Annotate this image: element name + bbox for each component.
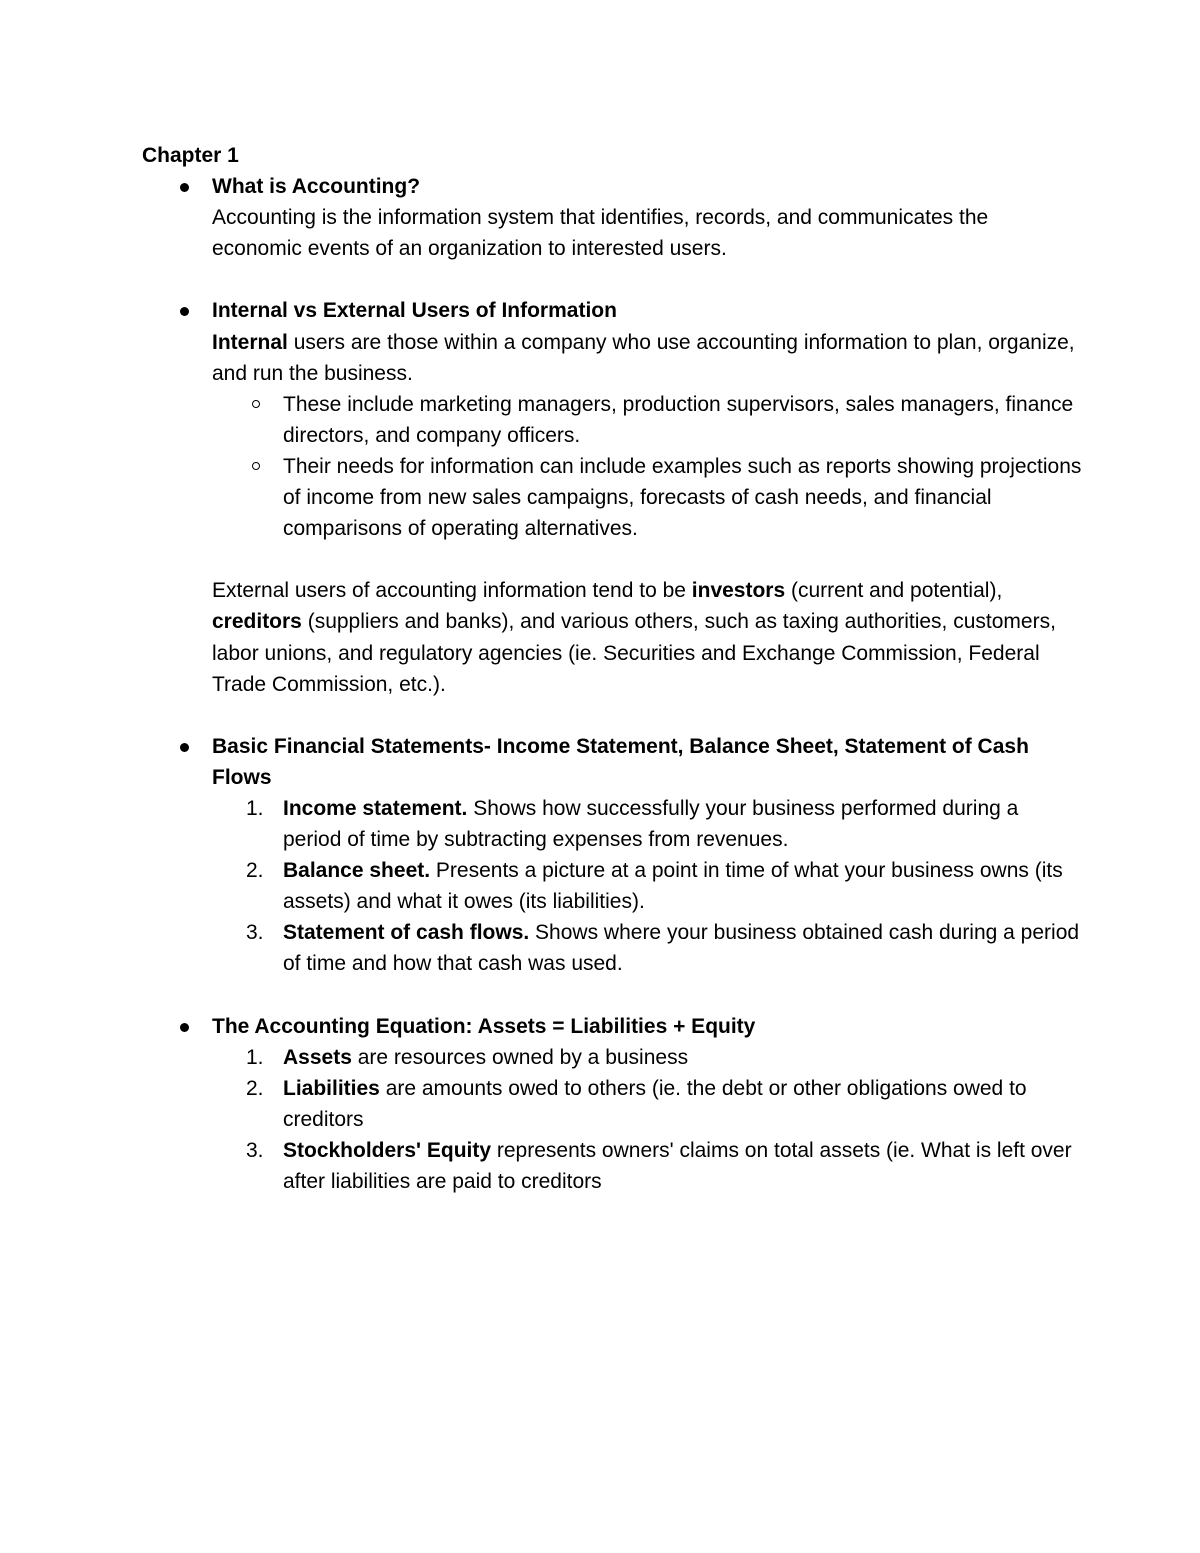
item-text: are amounts owed to others (ie. the debt or other obligations owed to creditors [283,1076,1027,1131]
hollow-bullet-icon [252,400,260,408]
item-number: 3. [246,1139,264,1162]
item-term: Assets [283,1045,352,1069]
sub-list-item [212,389,1082,451]
item-text: Shows where your business obtained cash during a period of time and how that cash was used. [283,921,1080,976]
internal-label: Internal [212,330,288,354]
item-term: Stockholders' Equity [283,1139,492,1162]
creditors-term: creditors [212,610,302,634]
item-term: Statement of cash flows. [283,921,530,945]
item-text: Presents a picture at a point in time of what your business owns (its assets) and what it owes (its liabilities). [283,859,1063,914]
item-text: are resources owned by a business [351,1045,689,1069]
external-text: (suppliers and banks), and various others, such as taxing authorities, customers, labor unions, and regulatory agencies (ie. Securities and Exchange Commission, Federal Trade Commission, etc.). [212,610,1056,696]
external-text: External users of accounting information tend to be [212,579,692,603]
item-number: 3. [246,921,264,945]
page-title: Chapter 1 [142,144,239,167]
numbered-item [212,1073,1082,1135]
numbered-item [212,917,1082,979]
numbered-item [212,1042,1082,1073]
numbered-item [212,1135,1082,1197]
item-term: Balance sheet. [283,859,431,883]
section-text: Accounting is the information system that identifies, records, and communicates the economic events of an organization to interested users. [212,206,989,261]
investors-term: investors [691,579,786,603]
sub-list-item [212,451,1082,544]
section-financial-statements [142,731,1082,980]
sub-item-text: These include marketing managers, production supervisors, sales managers, finance directors, and company officers. [283,392,1074,447]
numbered-item [212,855,1082,917]
section-accounting-equation [142,1011,1082,1198]
internal-users-paragraph [212,327,1082,389]
item-term: Liabilities [283,1076,380,1100]
section-what-is-accounting [142,171,1082,264]
internal-text: users are those within a company who use accounting information to plan, organize, and run the business. [212,330,1075,385]
item-text: Shows how successfully your business performed during a period of time by subtracting expenses from revenues. [283,796,1019,852]
section-heading: Internal vs External Users of Information [212,299,617,323]
external-users-paragraph [212,575,1082,699]
section-users-of-information [142,295,1082,699]
bullet-icon [180,307,189,316]
external-text: (current and potential), [785,579,1003,603]
numbered-item [212,793,1082,855]
sub-item-text: Their needs for information can include examples such as reports showing projections of income from new sales campaigns, forecasts of cash needs, and financial comparisons of operating alternatives. [283,454,1082,541]
item-number: 2. [246,859,264,883]
bullet-icon [180,1023,189,1032]
bullet-icon [180,183,189,192]
section-heading: What is Accounting? [212,175,421,199]
item-term: Income statement. [283,796,468,820]
item-number: 2. [246,1076,264,1100]
hollow-bullet-icon [252,462,260,470]
item-text: represents owners' claims on total assets (ie. What is left over after liabilities are paid to creditors [283,1139,1072,1194]
section-heading: Basic Financial Statements- Income Statement, Balance Sheet, Statement of Cash Flows [212,734,1029,789]
document-page [142,140,1082,1197]
item-number: 1. [246,1045,264,1069]
item-number: 1. [246,796,264,820]
section-heading: The Accounting Equation: Assets = Liabilities + Equity [212,1014,756,1038]
bullet-icon [180,743,189,752]
